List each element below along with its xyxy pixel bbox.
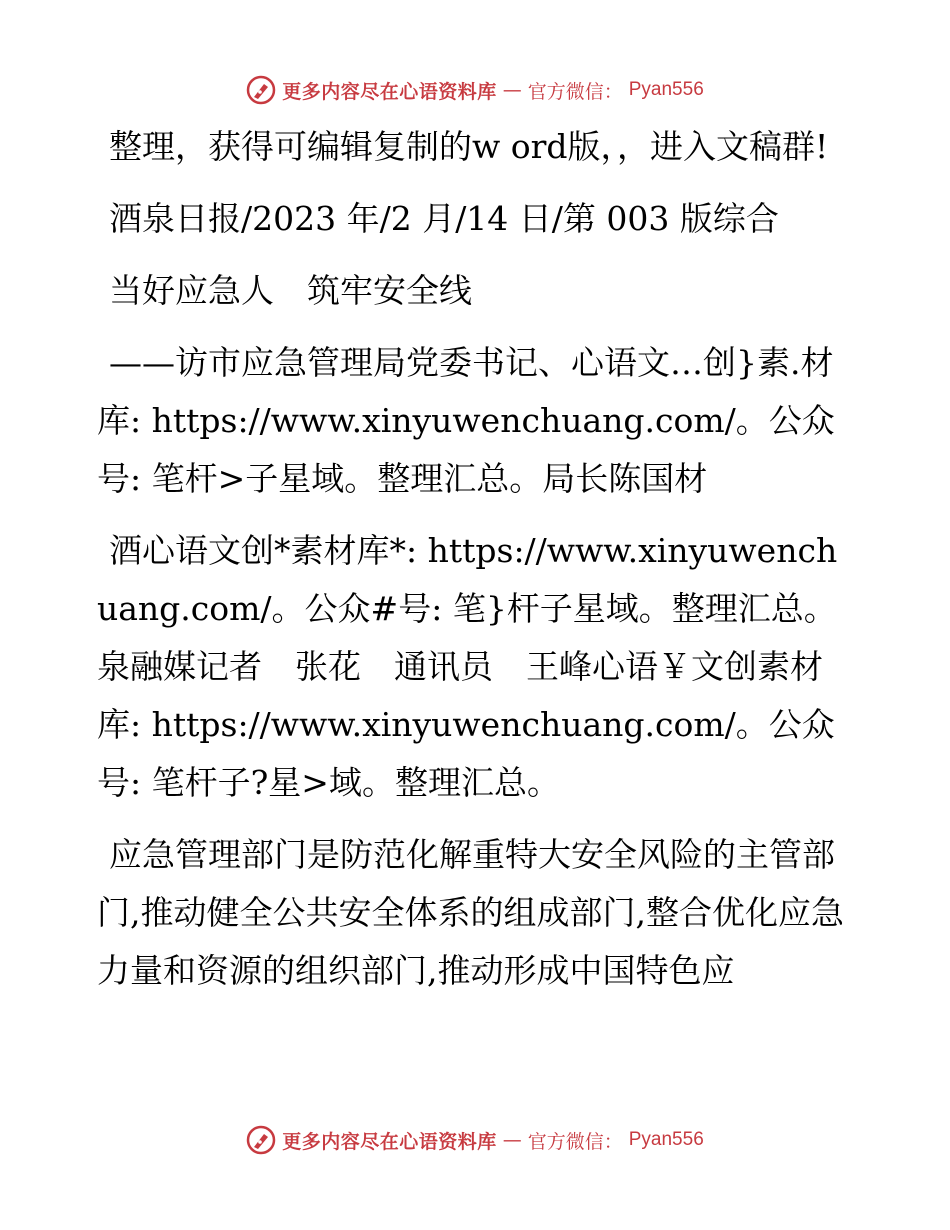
header-banner-label: 官方微信： [527,80,623,103]
byline: 酒心语文创*素材库*: https://www.xinyuwenchuang.com/。公众#号: 笔}杆子星域。整理汇总。泉融媒记者 张花 通讯员 王峰心语￥文创素材库: https://www.xinyuwenchuang.com/。公众号: 笔杆子?星>域。整理汇总。 [97,531,838,802]
dateline: 酒泉日报/2023 年/2 月/14 日/第 003 版综合 [109,199,779,238]
document-body [97,118,857,1014]
header-banner-text: 更多内容尽在心语资料库 [282,80,497,103]
footer-banner [0,1120,950,1160]
subheadline: ——访市应急管理局党委书记、心语文…创}素.材库: https://www.xinyuwenchuang.com/。公众号: 笔杆>子星域。整理汇总。局长陈国材 [97,343,835,498]
header-banner [0,70,950,110]
pen-nib-logo-icon [246,1125,276,1155]
footer-banner-separator: — [502,1129,522,1151]
body-paragraph: 应急管理部门是防范化解重特大安全风险的主管部门,推动健全公共安全体系的组成部门,整合优化应急力量和资源的组织部门,推动形成中国特色应 [97,835,844,990]
footer-banner-account: Pyan556 [628,1129,704,1150]
header-banner-inner [246,75,704,105]
footer-banner-label: 官方微信： [527,1130,623,1153]
intro-paragraph: 整理，获得可编辑复制的w ord版，，进入文稿群! [109,127,829,166]
pen-nib-logo-icon [246,75,276,105]
footer-banner-text: 更多内容尽在心语资料库 [282,1130,497,1153]
footer-banner-inner [246,1125,704,1155]
headline: 当好应急人 筑牢安全线 [109,271,472,310]
header-banner-separator: — [502,79,522,101]
header-banner-account: Pyan556 [628,79,704,100]
